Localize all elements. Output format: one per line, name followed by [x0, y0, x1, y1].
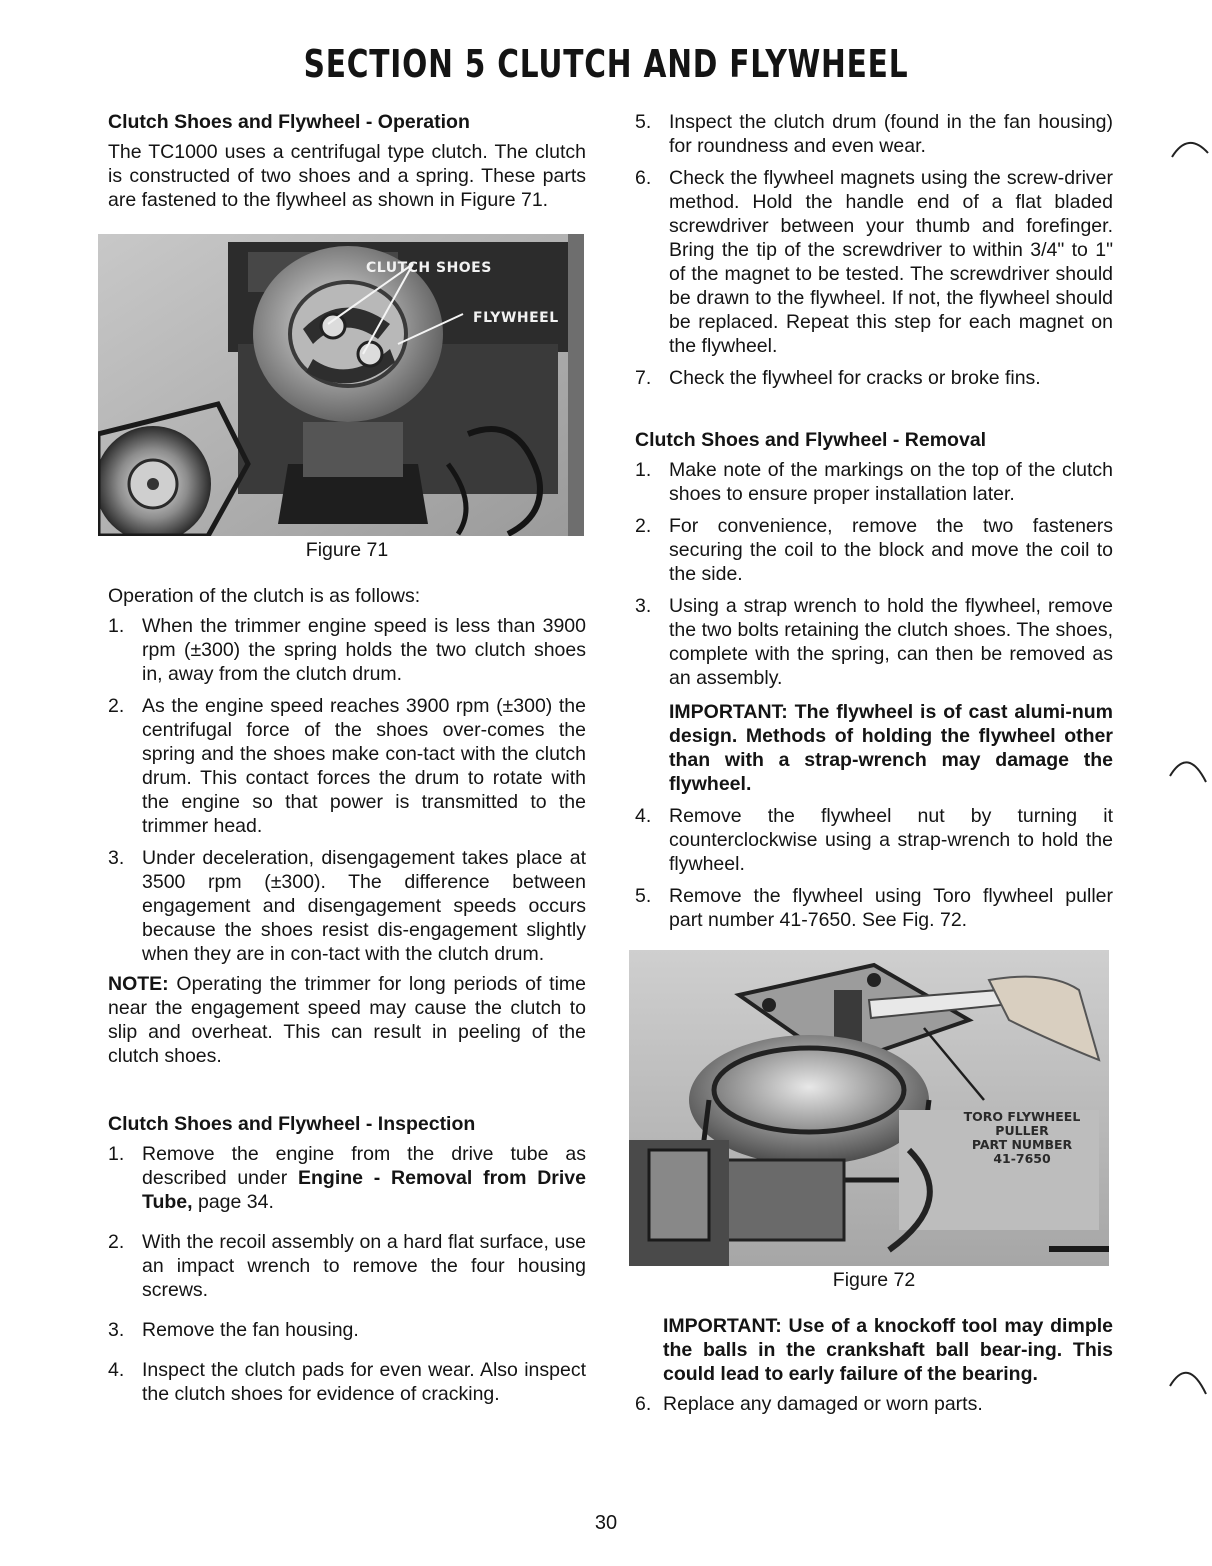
list-item: 2. With the recoil assembly on a hard flat surface, use an impact wrench to remove the four housing screws.	[108, 1231, 586, 1301]
list-item: 3. Under deceleration, disengagement takes place at 3500 rpm (±300). The difference between engagement and disengagement speeds occurs because the shoes resist dis-engagement slightly when they are in con-tact with the clutch drum.	[108, 847, 586, 965]
binder-hole-mark-icon	[1168, 1362, 1210, 1402]
list-item: 6. Replace any damaged or worn parts.	[635, 1393, 983, 1415]
page-title: SECTION 5 CLUTCH AND FLYWHEEL	[303, 42, 909, 86]
list-item: 2. As the engine speed reaches 3900 rpm (±300) the centrifugal force of the shoes over-comes the spring and the shoes make con-tact with the clutch drum. This contact forces the drum to rotate with the engine so that power is transmitted to the trimmer head.	[108, 695, 586, 837]
figure-71-label-clutch: CLUTCH SHOES	[366, 260, 492, 276]
removal-heading: Clutch Shoes and Flywheel - Removal	[635, 429, 987, 451]
list-item: 5. Inspect the clutch drum (found in the fan housing) for roundness and even wear.	[635, 111, 1113, 157]
figure-71-caption: Figure 71	[305, 539, 389, 561]
note-text: Operating the trimmer for long periods of time near the engagement speed may cause the clutch to slip and overheat. This can result in peeling of the clutch shoes.	[108, 973, 586, 1067]
inspection-steps	[108, 1142, 586, 1406]
figure-71	[98, 234, 584, 536]
list-item: 3. Remove the fan housing.	[108, 1319, 359, 1341]
list-item: 5. Remove the flywheel using Toro flywheel puller part number 41-7650. See Fig. 72.	[635, 885, 1113, 931]
list-item: 1. When the trimmer engine speed is less than 3900 rpm (±300) the spring holds the two clutch shoes in, away from the clutch drum.	[108, 615, 586, 685]
figure-71-label-flywheel: FLYWHEEL	[473, 310, 559, 326]
figure-72-photo	[629, 950, 1109, 1266]
inspection-steps-continued	[635, 110, 1113, 390]
list-item: 2. For convenience, remove the two fasteners securing the coil to the block and move the coil to the side.	[635, 515, 1113, 585]
binder-hole-mark-icon	[1168, 752, 1210, 792]
removal-steps	[635, 458, 1113, 690]
inspection-heading: Clutch Shoes and Flywheel - Inspection	[108, 1113, 476, 1135]
figure-72-caption: Figure 72	[832, 1269, 916, 1291]
left-column	[108, 110, 586, 1406]
note-paragraph	[108, 972, 586, 1068]
list-item: 1. Remove the engine from the drive tube as described under Engine - Removal from Drive Tube, page 34.	[108, 1143, 586, 1213]
important-note-flywheel: IMPORTANT: The flywheel is of cast alumi-num design. Methods of holding the flywheel other than with a strap-wrench may damage the flywheel.	[669, 701, 1113, 795]
figure-71-photo	[98, 234, 584, 536]
page-number: 30	[594, 1512, 618, 1534]
list-item: 3. Using a strap wrench to hold the flywheel, remove the two bolts retaining the clutch shoes. The shoes, complete with the spring, can then be removed as an assembly.	[635, 595, 1113, 689]
figure-72-label: TORO FLYWHEEL PULLER PART NUMBER 41-7650	[963, 1109, 1081, 1166]
operation-lead: Operation of the clutch is as follows:	[108, 585, 421, 607]
note-label: NOTE:	[108, 973, 169, 995]
figure-72	[629, 950, 1109, 1266]
list-item: 7. Check the flywheel for cracks or broke fins.	[635, 367, 1041, 389]
operation-intro: The TC1000 uses a centrifugal type clutch. The clutch is constructed of two shoes and a spring. These parts are fastened to the flywheel as shown in Figure 71.	[108, 141, 586, 211]
operation-heading: Clutch Shoes and Flywheel - Operation	[108, 111, 470, 133]
cross-reference: Engine - Removal from Drive Tube,	[142, 1167, 586, 1213]
list-item: 4. Remove the flywheel nut by turning it counterclockwise using a strap-wrench to hold the flywheel.	[635, 805, 1113, 875]
list-item: 6. Check the flywheel magnets using the screw-driver method. Hold the handle end of a flat bladed screwdriver between your thumb and forefinger. Bring the tip of the screwdriver to within 3/4" to 1" of the magnet to be tested. The screwdriver should be drawn to the flywheel. If not, the flywheel should be replaced. Repeat this step for each magnet on the flywheel.	[635, 167, 1113, 357]
list-item: 4. Inspect the clutch pads for even wear. Also inspect the clutch shoes for evidence of cracking.	[108, 1359, 586, 1405]
important-note-knockoff: IMPORTANT: Use of a knockoff tool may dimple the balls in the crankshaft ball bear-ing. This could lead to early failure of the bearing.	[663, 1315, 1113, 1385]
binder-hole-mark-icon	[1170, 135, 1210, 165]
right-column	[635, 110, 1113, 1416]
operation-steps	[108, 614, 586, 966]
final-step	[635, 1392, 1113, 1416]
removal-steps-continued	[635, 804, 1113, 932]
list-item: 1. Make note of the markings on the top of the clutch shoes to ensure proper installation later.	[635, 459, 1113, 505]
